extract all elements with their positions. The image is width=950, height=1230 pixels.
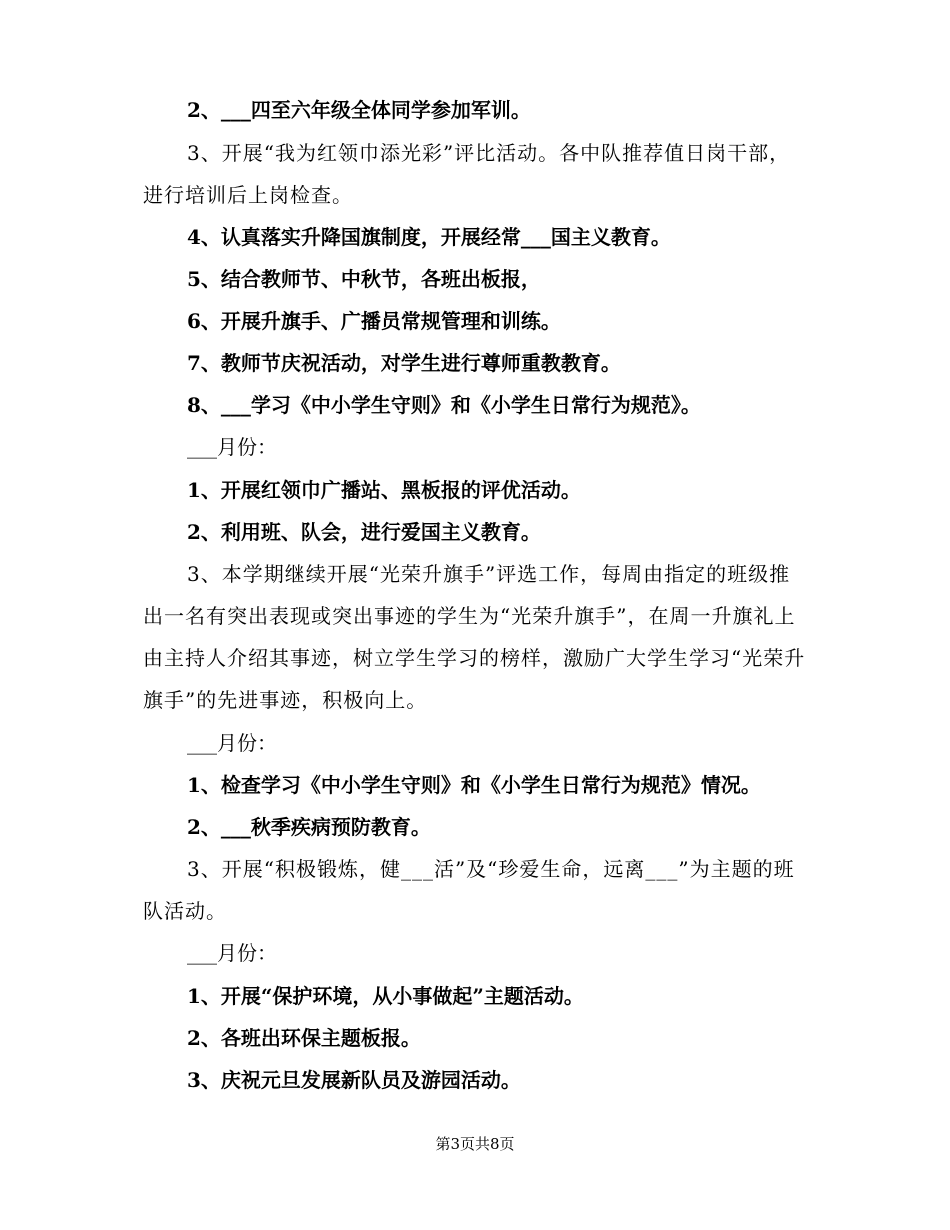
- item-line: 1、开展“保护环境，从小事做起”主题活动。: [187, 984, 584, 1008]
- month-heading: ___月份：: [187, 941, 277, 965]
- page-number-footer: 第3页共8页: [435, 1135, 515, 1153]
- item-line: 2、___四至六年级全体同学参加军训。: [187, 98, 531, 122]
- item-line: 2、利用班、队会，进行爱国主义教育。: [187, 520, 541, 544]
- item-line: 2、___秋季疾病预防教育。: [187, 815, 431, 839]
- month-heading: ___月份：: [187, 731, 277, 755]
- item-paragraph: 3、开展“积极锻炼，健___活”及“珍爱生命，远离___”为主题的班队活动。: [143, 857, 795, 923]
- item-line: 5、结合教师节、中秋节，各班出板报，: [187, 267, 541, 291]
- item-line: 6、开展升旗手、广播员常规管理和训练。: [187, 309, 561, 333]
- item-line: 1、开展红领巾广播站、黑板报的评优活动。: [187, 478, 581, 502]
- item-line: 8、___学习《中小学生守则》和《小学生日常行为规范》。: [187, 393, 701, 417]
- item-line: 4、认真落实升降国旗制度，开展经常___国主义教育。: [187, 225, 671, 249]
- item-line: 3、庆祝元旦发展新队员及游园活动。: [187, 1068, 521, 1092]
- item-paragraph: 3、开展“我为红领巾添光彩”评比活动。各中队推荐值日岗干部，进行培训后上岗检查。: [143, 141, 791, 207]
- item-line: 7、教师节庆祝活动，对学生进行尊师重教教育。: [187, 351, 621, 375]
- item-line: 2、各班出环保主题板报。: [187, 1026, 421, 1050]
- month-heading: ___月份：: [187, 435, 277, 459]
- item-line: 1、检查学习《中小学生守则》和《小学生日常行为规范》情况。: [187, 773, 761, 797]
- item-paragraph: 3、本学期继续开展“光荣升旗手”评选工作，每周由指定的班级推出一名有突出表现或突出事迹的学生为“光荣升旗手”，在周一升旗礼上由主持人介绍其事迹，树立学生学习的榜样，激励广大学生学习“光荣升旗手”的先进事迹，积极向上。: [143, 562, 806, 712]
